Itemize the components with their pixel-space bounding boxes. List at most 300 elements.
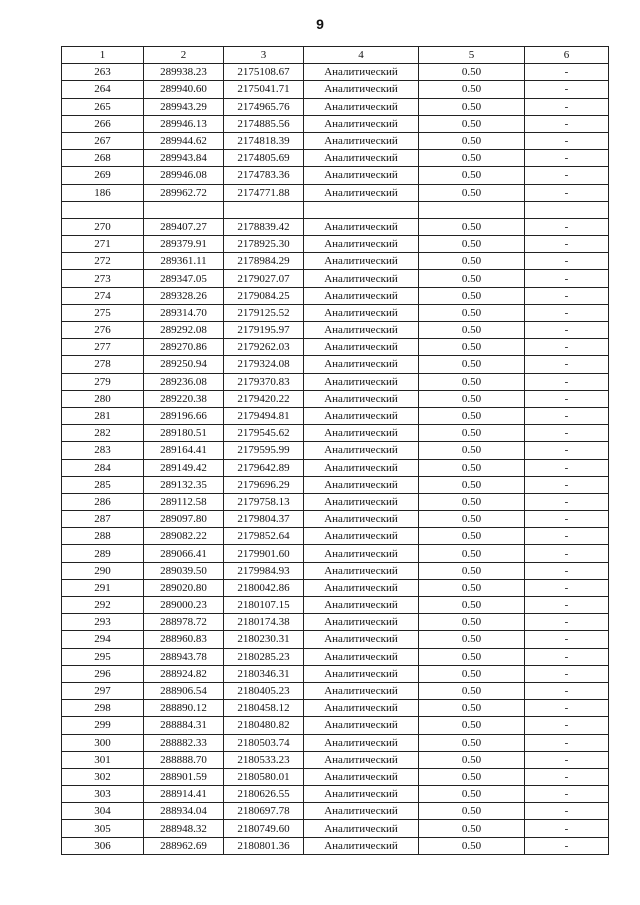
table-cell: -: [525, 64, 609, 81]
table-cell: 2174805.69: [224, 150, 304, 167]
table-cell: 288924.82: [144, 665, 224, 682]
table-cell: 0.50: [419, 150, 525, 167]
table-cell: 0.50: [419, 631, 525, 648]
table-cell: -: [525, 442, 609, 459]
table-cell: 0.50: [419, 528, 525, 545]
table-cell: Аналитический: [304, 476, 419, 493]
table-cell: Аналитический: [304, 751, 419, 768]
table-cell: 278: [62, 356, 144, 373]
column-header: 3: [224, 47, 304, 64]
table-cell: 300: [62, 734, 144, 751]
table-cell: 296: [62, 665, 144, 682]
table-row: [62, 511, 609, 528]
table-cell: 0.50: [419, 511, 525, 528]
table-cell: Аналитический: [304, 734, 419, 751]
table-cell: 289250.94: [144, 356, 224, 373]
table-cell: -: [525, 373, 609, 390]
table-cell: 0.50: [419, 665, 525, 682]
table-cell: 0.50: [419, 373, 525, 390]
table-row: [62, 459, 609, 476]
table-cell: 268: [62, 150, 144, 167]
table-row: [62, 373, 609, 390]
table-cell: 289347.05: [144, 270, 224, 287]
table-cell: 289407.27: [144, 218, 224, 235]
table-cell: 2180285.23: [224, 648, 304, 665]
table-cell: -: [525, 132, 609, 149]
table-cell: 2174783.36: [224, 167, 304, 184]
table-cell: 289946.13: [144, 115, 224, 132]
table-row: [62, 476, 609, 493]
table-cell: 292: [62, 597, 144, 614]
table-cell: [62, 201, 144, 218]
table-cell: 301: [62, 751, 144, 768]
table-cell: 2180107.15: [224, 597, 304, 614]
table-cell: 0.50: [419, 218, 525, 235]
table-cell: 2179984.93: [224, 562, 304, 579]
table-cell: -: [525, 700, 609, 717]
table-cell: Аналитический: [304, 614, 419, 631]
table-row: [62, 356, 609, 373]
table-cell: 270: [62, 218, 144, 235]
table-cell: 2178925.30: [224, 236, 304, 253]
table-cell: Аналитический: [304, 339, 419, 356]
table-cell: [525, 201, 609, 218]
table-cell: 2180174.38: [224, 614, 304, 631]
table-cell: 289082.22: [144, 528, 224, 545]
table-cell: 288882.33: [144, 734, 224, 751]
table-cell: 0.50: [419, 751, 525, 768]
table-cell: -: [525, 579, 609, 596]
table-cell: 2179027.07: [224, 270, 304, 287]
table-cell: -: [525, 459, 609, 476]
column-header: 1: [62, 47, 144, 64]
table-cell: 0.50: [419, 562, 525, 579]
table-cell: 0.50: [419, 425, 525, 442]
table-row: [62, 184, 609, 201]
table-row: [62, 132, 609, 149]
table-cell: 0.50: [419, 682, 525, 699]
table-row: [62, 270, 609, 287]
table-cell: 289149.42: [144, 459, 224, 476]
table-cell: Аналитический: [304, 597, 419, 614]
table-cell: 0.50: [419, 356, 525, 373]
table-cell: 289292.08: [144, 322, 224, 339]
table-cell: 289112.58: [144, 493, 224, 510]
table-cell: 288960.83: [144, 631, 224, 648]
table-row: [62, 665, 609, 682]
table-cell: -: [525, 253, 609, 270]
table-cell: 289020.80: [144, 579, 224, 596]
table-cell: -: [525, 322, 609, 339]
table-cell: 2180503.74: [224, 734, 304, 751]
table-cell: 283: [62, 442, 144, 459]
table-row: [62, 115, 609, 132]
table-cell: -: [525, 682, 609, 699]
table-cell: 0.50: [419, 304, 525, 321]
table-row: [62, 167, 609, 184]
table-cell: 186: [62, 184, 144, 201]
table-row: [62, 425, 609, 442]
table-cell: 288906.54: [144, 682, 224, 699]
table-cell: -: [525, 115, 609, 132]
table-cell: 2179804.37: [224, 511, 304, 528]
table-cell: Аналитический: [304, 167, 419, 184]
table-cell: 288948.32: [144, 820, 224, 837]
table-cell: 2180533.23: [224, 751, 304, 768]
table-cell: -: [525, 803, 609, 820]
table-cell: -: [525, 820, 609, 837]
table-cell: Аналитический: [304, 218, 419, 235]
table-cell: 289039.50: [144, 562, 224, 579]
table-cell: Аналитический: [304, 64, 419, 81]
table-cell: 280: [62, 390, 144, 407]
table-cell: 306: [62, 837, 144, 854]
table-cell: Аналитический: [304, 304, 419, 321]
table-cell: Аналитический: [304, 150, 419, 167]
table-cell: 288978.72: [144, 614, 224, 631]
table-cell: 0.50: [419, 614, 525, 631]
table-cell: 2180801.36: [224, 837, 304, 854]
page-number: 9: [316, 16, 324, 32]
table-cell: Аналитический: [304, 786, 419, 803]
table-row: [62, 218, 609, 235]
table-cell: 288914.41: [144, 786, 224, 803]
table-cell: -: [525, 425, 609, 442]
table-cell: 297: [62, 682, 144, 699]
table-cell: Аналитический: [304, 803, 419, 820]
table-cell: 2179494.81: [224, 407, 304, 424]
table-cell: -: [525, 751, 609, 768]
table-cell: 304: [62, 803, 144, 820]
table-cell: 0.50: [419, 339, 525, 356]
table-row: [62, 150, 609, 167]
table-cell: Аналитический: [304, 511, 419, 528]
table-cell: 305: [62, 820, 144, 837]
table-cell: -: [525, 631, 609, 648]
table-cell: 0.50: [419, 442, 525, 459]
table-cell: -: [525, 476, 609, 493]
table-cell: 264: [62, 81, 144, 98]
table-cell: 289314.70: [144, 304, 224, 321]
table-row: [62, 837, 609, 854]
table-cell: 288962.69: [144, 837, 224, 854]
table-cell: 290: [62, 562, 144, 579]
table-cell: 0.50: [419, 493, 525, 510]
table-cell: 0.50: [419, 476, 525, 493]
table-cell: 2174818.39: [224, 132, 304, 149]
table-cell: -: [525, 236, 609, 253]
table-cell: 0.50: [419, 115, 525, 132]
table-cell: 289164.41: [144, 442, 224, 459]
table-cell: 298: [62, 700, 144, 717]
table-cell: Аналитический: [304, 373, 419, 390]
table-cell: 0.50: [419, 803, 525, 820]
table-cell: 289940.60: [144, 81, 224, 98]
table-cell: -: [525, 597, 609, 614]
table-cell: 0.50: [419, 81, 525, 98]
table-cell: -: [525, 98, 609, 115]
table-row: [62, 631, 609, 648]
table-cell: 2179324.08: [224, 356, 304, 373]
table-cell: 0.50: [419, 270, 525, 287]
table-cell: 2180580.01: [224, 768, 304, 785]
table-cell: 288934.04: [144, 803, 224, 820]
table-cell: 2180626.55: [224, 786, 304, 803]
table-cell: [419, 201, 525, 218]
table-row: [62, 528, 609, 545]
table-cell: 289236.08: [144, 373, 224, 390]
table-cell: 2179758.13: [224, 493, 304, 510]
table-row: [62, 287, 609, 304]
table-cell: Аналитический: [304, 184, 419, 201]
table-cell: 0.50: [419, 459, 525, 476]
table-body: [62, 64, 609, 855]
table-cell: 291: [62, 579, 144, 596]
table-cell: Аналитический: [304, 425, 419, 442]
table-cell: 279: [62, 373, 144, 390]
table-cell: 289180.51: [144, 425, 224, 442]
table-cell: Аналитический: [304, 253, 419, 270]
table-cell: -: [525, 81, 609, 98]
table-cell: Аналитический: [304, 528, 419, 545]
table-cell: 0.50: [419, 253, 525, 270]
table-row: [62, 648, 609, 665]
table-cell: 2179195.97: [224, 322, 304, 339]
table-cell: 2179370.83: [224, 373, 304, 390]
table-cell: 0.50: [419, 98, 525, 115]
table-cell: 289196.66: [144, 407, 224, 424]
table-cell: 288: [62, 528, 144, 545]
table-cell: [224, 201, 304, 218]
table-cell: -: [525, 493, 609, 510]
table-cell: 2178839.42: [224, 218, 304, 235]
table-row: [62, 493, 609, 510]
column-header: 4: [304, 47, 419, 64]
table-cell: Аналитический: [304, 700, 419, 717]
table-cell: -: [525, 218, 609, 235]
table-cell: -: [525, 545, 609, 562]
table-cell: Аналитический: [304, 81, 419, 98]
table-cell: -: [525, 356, 609, 373]
table-cell: 2178984.29: [224, 253, 304, 270]
table-cell: 2180230.31: [224, 631, 304, 648]
table-cell: Аналитический: [304, 820, 419, 837]
column-header: 6: [525, 47, 609, 64]
table-cell: 294: [62, 631, 144, 648]
table-cell: Аналитический: [304, 493, 419, 510]
table-cell: 2180480.82: [224, 717, 304, 734]
table-cell: 2174885.56: [224, 115, 304, 132]
table-cell: -: [525, 768, 609, 785]
table-cell: 0.50: [419, 786, 525, 803]
table-cell: Аналитический: [304, 768, 419, 785]
table-cell: 2179642.89: [224, 459, 304, 476]
table-row: [62, 442, 609, 459]
table-cell: 2180346.31: [224, 665, 304, 682]
table-cell: 2179262.03: [224, 339, 304, 356]
table-row: [62, 751, 609, 768]
table-row: [62, 390, 609, 407]
table-cell: -: [525, 287, 609, 304]
table-cell: 2179852.64: [224, 528, 304, 545]
table-cell: Аналитический: [304, 287, 419, 304]
table-cell: -: [525, 786, 609, 803]
table-row: [62, 579, 609, 596]
table-cell: 0.50: [419, 820, 525, 837]
table-cell: 289097.80: [144, 511, 224, 528]
table-cell: 289220.38: [144, 390, 224, 407]
table-cell: 289000.23: [144, 597, 224, 614]
table-row: [62, 81, 609, 98]
table-cell: 289962.72: [144, 184, 224, 201]
table-cell: -: [525, 528, 609, 545]
table-cell: -: [525, 270, 609, 287]
table-row: [62, 562, 609, 579]
table-cell: 289132.35: [144, 476, 224, 493]
table-cell: 272: [62, 253, 144, 270]
table-cell: -: [525, 665, 609, 682]
table-cell: 0.50: [419, 407, 525, 424]
table-cell: Аналитический: [304, 837, 419, 854]
table-cell: [304, 201, 419, 218]
table-row: [62, 614, 609, 631]
table-cell: 2180458.12: [224, 700, 304, 717]
table-cell: 263: [62, 64, 144, 81]
table-cell: 266: [62, 115, 144, 132]
table-cell: 2179696.29: [224, 476, 304, 493]
table-cell: -: [525, 837, 609, 854]
table-cell: 274: [62, 287, 144, 304]
table-cell: Аналитический: [304, 390, 419, 407]
table-cell: 293: [62, 614, 144, 631]
table-cell: Аналитический: [304, 98, 419, 115]
table-cell: Аналитический: [304, 270, 419, 287]
table-cell: 0.50: [419, 768, 525, 785]
table-cell: 282: [62, 425, 144, 442]
table-cell: 0.50: [419, 579, 525, 596]
table-cell: 295: [62, 648, 144, 665]
table-cell: 2175108.67: [224, 64, 304, 81]
table-row: [62, 322, 609, 339]
table-row: [62, 545, 609, 562]
table-cell: 286: [62, 493, 144, 510]
table-cell: 2180405.23: [224, 682, 304, 699]
table-row: [62, 700, 609, 717]
table-cell: 0.50: [419, 734, 525, 751]
table-row: [62, 253, 609, 270]
table-cell: Аналитический: [304, 682, 419, 699]
table-cell: 0.50: [419, 132, 525, 149]
table-cell: 288943.78: [144, 648, 224, 665]
table-row: [62, 236, 609, 253]
table-row: [62, 98, 609, 115]
table-cell: 289944.62: [144, 132, 224, 149]
table-cell: 0.50: [419, 597, 525, 614]
table-cell: Аналитический: [304, 442, 419, 459]
table-cell: 2179125.52: [224, 304, 304, 321]
table-cell: 0.50: [419, 717, 525, 734]
table-cell: 0.50: [419, 64, 525, 81]
table-cell: -: [525, 304, 609, 321]
table-cell: 287: [62, 511, 144, 528]
table-cell: Аналитический: [304, 356, 419, 373]
table-cell: -: [525, 648, 609, 665]
table-cell: 2179595.99: [224, 442, 304, 459]
table-cell: 2180697.78: [224, 803, 304, 820]
table-cell: -: [525, 390, 609, 407]
table-row: [62, 717, 609, 734]
table-cell: Аналитический: [304, 562, 419, 579]
table-cell: 0.50: [419, 837, 525, 854]
table-cell: Аналитический: [304, 236, 419, 253]
table-cell: Аналитический: [304, 665, 419, 682]
table-cell: -: [525, 717, 609, 734]
table-cell: 289943.29: [144, 98, 224, 115]
column-header: 5: [419, 47, 525, 64]
table-cell: 299: [62, 717, 144, 734]
table-cell: Аналитический: [304, 545, 419, 562]
table-cell: 0.50: [419, 167, 525, 184]
table-row: [62, 786, 609, 803]
table-row: [62, 820, 609, 837]
table-cell: 289938.23: [144, 64, 224, 81]
table-row: [62, 407, 609, 424]
table-cell: 2179901.60: [224, 545, 304, 562]
table-cell: 303: [62, 786, 144, 803]
table-cell: 0.50: [419, 545, 525, 562]
table-cell: 284: [62, 459, 144, 476]
table-cell: 277: [62, 339, 144, 356]
table-cell: 289379.91: [144, 236, 224, 253]
table-cell: 2180042.86: [224, 579, 304, 596]
table-cell: 288888.70: [144, 751, 224, 768]
table-cell: -: [525, 339, 609, 356]
table-cell: 289943.84: [144, 150, 224, 167]
table-cell: 288901.59: [144, 768, 224, 785]
table-cell: 265: [62, 98, 144, 115]
table-header-row: [62, 47, 609, 64]
table-row: [62, 768, 609, 785]
table-cell: 289: [62, 545, 144, 562]
table-cell: 2180749.60: [224, 820, 304, 837]
table-cell: -: [525, 407, 609, 424]
table-cell: 0.50: [419, 287, 525, 304]
table-cell: 0.50: [419, 700, 525, 717]
table-cell: 0.50: [419, 322, 525, 339]
table-cell: 2179545.62: [224, 425, 304, 442]
column-header: 2: [144, 47, 224, 64]
table-cell: 2179420.22: [224, 390, 304, 407]
table-cell: 2174965.76: [224, 98, 304, 115]
table-row: [62, 597, 609, 614]
table-cell: 273: [62, 270, 144, 287]
table-cell: 289361.11: [144, 253, 224, 270]
table-row: [62, 734, 609, 751]
table-row: [62, 201, 609, 218]
table-cell: 0.50: [419, 236, 525, 253]
table-cell: 275: [62, 304, 144, 321]
table-cell: 267: [62, 132, 144, 149]
table-cell: 289328.26: [144, 287, 224, 304]
table-cell: -: [525, 184, 609, 201]
table-row: [62, 803, 609, 820]
table-cell: 271: [62, 236, 144, 253]
table-cell: -: [525, 562, 609, 579]
table-cell: -: [525, 511, 609, 528]
table-cell: 285: [62, 476, 144, 493]
table-cell: 289066.41: [144, 545, 224, 562]
table-cell: Аналитический: [304, 407, 419, 424]
